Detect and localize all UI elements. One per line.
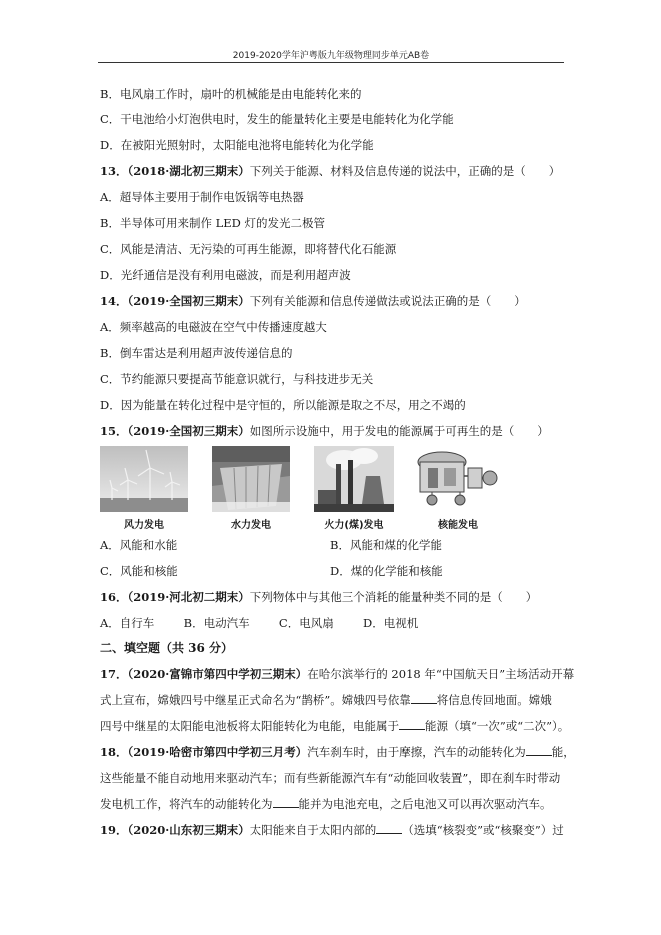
- question-source: （2020·富锦市第四中学初三期末）: [127, 667, 308, 681]
- question-text: 太阳能来自于太阳内部的: [249, 823, 377, 837]
- q14-stem: [100, 293, 570, 309]
- wind-power-image: [100, 446, 188, 512]
- question-text: 四号中继星的太阳能电池板将太阳能转化为电能，电能属于: [100, 719, 399, 733]
- question-source: （2019·河北初二期末）: [127, 590, 250, 604]
- answer-blank[interactable]: [399, 718, 425, 730]
- q16-option-d: D．电视机: [363, 616, 419, 630]
- question-text: 下列有关能源和信息传递做法或说法正确的是（ ）: [249, 294, 526, 308]
- q17-line1: [100, 666, 575, 682]
- caption-thermal: 火力(煤)发电: [324, 520, 384, 531]
- q14-option-a: A．频率越高的电磁波在空气中传播速度越大: [100, 320, 327, 334]
- q14-option-d: D．因为能量在转化过程中是守恒的，所以能源是取之不尽，用之不竭的: [100, 398, 466, 412]
- question-number: 15．: [100, 424, 128, 438]
- q15-stem: [100, 423, 570, 439]
- header-rule: [98, 62, 564, 63]
- caption-nuclear: 核能发电: [438, 520, 478, 531]
- question-number: 14．: [100, 294, 128, 308]
- caption-hydro: 水力发电: [231, 520, 271, 531]
- question-text: 汽车刹车时，由于摩擦，汽车的动能转化为: [307, 745, 526, 759]
- question-number: 16．: [100, 590, 128, 604]
- q18-line2: 这些能量不能自动地用来驱动汽车；而有些新能源汽车有“动能回收装置”，即在刹车时带动: [100, 771, 561, 785]
- q18-line3: [100, 796, 570, 812]
- q16-option-c: C．电风扇: [278, 616, 334, 630]
- question-source: （2018·湖北初三期末）: [127, 164, 250, 178]
- question-text: 发电机工作，将汽车的动能转化为: [100, 797, 273, 811]
- page-header: 2019-2020学年沪粤版九年级物理同步单元AB卷: [232, 51, 430, 61]
- q15-option-d: D．煤的化学能和核能: [330, 564, 443, 578]
- question-text: （选填“核裂变”或“核聚变”）过: [402, 823, 564, 837]
- question-text: 下列关于能源、材料及信息传递的说法中，正确的是（ ）: [249, 164, 561, 178]
- question-number: 17．: [100, 667, 128, 681]
- question-text: 能源（填“一次”或“二次”）。: [425, 719, 570, 733]
- question-number: 18．: [100, 745, 128, 759]
- q17-line2: [100, 692, 570, 708]
- answer-blank[interactable]: [411, 692, 437, 704]
- question-source: （2020·山东初三期末）: [127, 823, 250, 837]
- question-text: 下列物体中与其他三个消耗的能量种类不同的是（ ）: [249, 590, 538, 604]
- q12-option-c: C．干电池给小灯泡供电时，发生的能量转化主要是电能转化为化学能: [100, 112, 454, 126]
- q16-option-a: A．自行车: [100, 616, 155, 630]
- question-number: 13．: [100, 164, 128, 178]
- question-text: 能，: [551, 745, 575, 759]
- q19-line1: [100, 822, 570, 838]
- question-text: 式上宣布，嫦娥四号中继星正式命名为“鹊桥”。嫦娥四号依靠: [100, 693, 411, 707]
- answer-blank[interactable]: [526, 744, 552, 756]
- q12-option-d: D．在被阳光照射时，太阳能电池将电能转化为化学能: [100, 138, 374, 152]
- q16-option-b: B．电动汽车: [183, 616, 250, 630]
- q13-option-c: C．风能是清洁、无污染的可再生能源，即将替代化石能源: [100, 242, 397, 256]
- q17-line3: [100, 718, 570, 734]
- q15-option-c: C．风能和核能: [100, 564, 178, 578]
- thermal-power-image: [314, 446, 394, 512]
- q16-stem: [100, 589, 570, 605]
- question-text: 如图所示设施中，用于发电的能源属于可再生的是（ ）: [249, 424, 549, 438]
- q15-option-b: B．风能和煤的化学能: [330, 538, 442, 552]
- nuclear-power-image: [412, 446, 504, 512]
- question-number: 19．: [100, 823, 128, 837]
- q13-stem: [100, 163, 570, 179]
- section-title: 二、填空题（共 36 分）: [100, 641, 234, 655]
- caption-wind: 风力发电: [124, 520, 164, 531]
- q12-option-b: B．电风扇工作时，扇叶的机械能是由电能转化来的: [100, 87, 362, 101]
- q13-option-d: D．光纤通信是没有利用电磁波，而是利用超声波: [100, 268, 351, 282]
- question-source: （2019·全国初三期末）: [127, 424, 250, 438]
- q15-option-a: A．风能和水能: [100, 538, 178, 552]
- answer-blank[interactable]: [376, 822, 402, 834]
- q13-option-a: A．超导体主要用于制作电饭锅等电热器: [100, 190, 304, 204]
- q16-options: [100, 615, 570, 631]
- question-text: 能并为电池充电，之后电池又可以再次驱动汽车。: [298, 797, 552, 811]
- q13-option-b: B．半导体可用来制作 LED 灯的发光二极管: [100, 216, 326, 230]
- q14-option-c: C．节约能源只要提高节能意识就行，与科技进步无关: [100, 372, 374, 386]
- q14-option-b: B．倒车雷达是利用超声波传递信息的: [100, 346, 293, 360]
- question-source: （2019·哈密市第四中学初三月考）: [127, 745, 308, 759]
- answer-blank[interactable]: [273, 796, 299, 808]
- hydro-power-image: [212, 446, 290, 512]
- question-text: 将信息传回地面。嫦娥: [436, 693, 552, 707]
- question-source: （2019·全国初三期末）: [127, 294, 250, 308]
- question-text: 在哈尔滨举行的 2018 年“中国航天日”主场活动开幕: [307, 667, 575, 681]
- q18-line1: [100, 744, 575, 760]
